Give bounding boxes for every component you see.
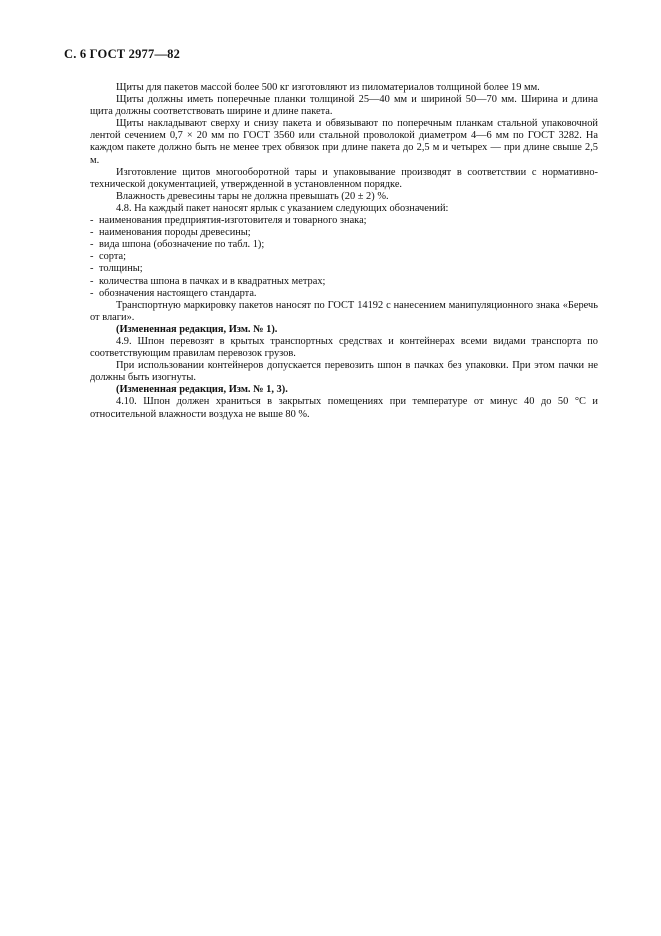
paragraph-4-8: 4.8. На каждый пакет наносят ярлык с указанием следующих обозначений:	[116, 202, 449, 214]
list-item: - сорта;	[90, 251, 598, 263]
paragraph-wood-moisture: Влажность древесины тары не должна превышать (20 ± 2) %.	[116, 190, 389, 202]
list-item: - наименования предприятия-изготовителя и товарного знака;	[90, 215, 598, 227]
paragraph-shields-tying: Щиты накладывают сверху и снизу пакета и обвязывают по поперечным планкам стальной упаковочной лентой сечением 0,7 × 20 мм по ГОСТ 3560 или стальной проволокой диаметром 4—6 мм по ГОСТ 3282. На каждом пакете должно быть не менее трех обвязок при длине пакета до 2,5 м и четырех — при длине свыше 2,5 м.	[90, 118, 598, 166]
list-item: - вида шпона (обозначение по табл. 1);	[90, 239, 598, 251]
paragraph-containers: При использовании контейнеров допускается перевозить шпон в пачках без упаковки. При этом пачки не должны быть изогнуты.	[90, 360, 598, 384]
page-header: С. 6 ГОСТ 2977—82	[64, 47, 181, 61]
paragraph-shields-mass: Щиты для пакетов массой более 500 кг изготовляют из пиломатериалов толщиной более 19 мм.	[116, 82, 540, 93]
paragraph-shields-planks: Щиты должны иметь поперечные планки толщиной 25—40 мм и шириной 50—70 мм. Ширина и длина щита должны соответствовать ширине и длине пакета.	[90, 94, 598, 118]
paragraph-transport-marking: Транспортную маркировку пакетов наносят по ГОСТ 14192 с нанесением манипуляционного знака «Беречь от влаги».	[90, 299, 598, 323]
paragraph-4-9: 4.9. Шпон перевозят в крытых транспортных средствах и контейнерах всеми видами транспорта по соответствующим правилам перевозок грузов.	[90, 335, 598, 360]
document-body	[90, 82, 598, 421]
list-item: - толщины;	[90, 263, 598, 275]
paragraph-shields-manufacture: Изготовление щитов многооборотной тары и упаковывание производят в соответствии с нормативно-технической документацией, утвержденной в установленном порядке.	[90, 166, 598, 190]
list-item: - наименования породы древесины;	[90, 227, 598, 239]
amendment-note-1: (Измененная редакция, Изм. № 1).	[116, 323, 278, 335]
list-item: - количества шпона в пачках и в квадратных метрах;	[90, 276, 598, 288]
list-item: - обозначения настоящего стандарта.	[90, 288, 598, 300]
label-designations-list	[90, 215, 598, 300]
amendment-note-2: (Измененная редакция, Изм. № 1, 3).	[116, 384, 288, 396]
paragraph-4-10: 4.10. Шпон должен храниться в закрытых помещениях при температуре от минус 40 до 50 °С и относительной влажности воздуха не выше 80 %.	[90, 396, 598, 420]
